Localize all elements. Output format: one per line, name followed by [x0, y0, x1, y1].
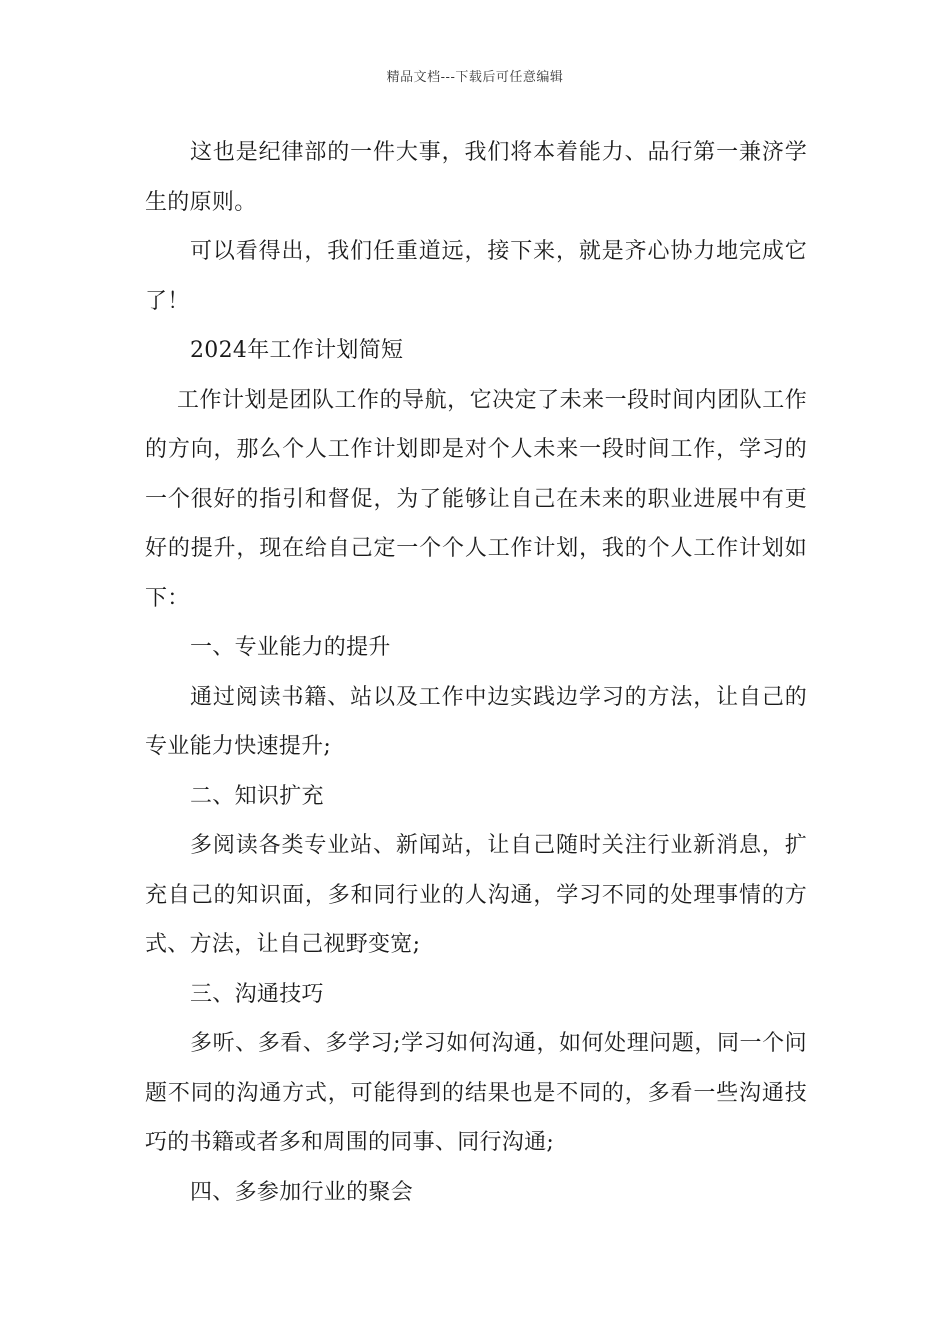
- paragraph-1: 这也是纪律部的一件大事，我们将本着能力、品行第一兼济学生的原则。: [145, 140, 807, 215]
- heading-1: 一、专业能力的提升: [190, 635, 391, 660]
- heading-4: 四、多参加行业的聚会: [190, 1179, 414, 1205]
- paragraph-heading-2: 多阅读各类专业站、新闻站，让自己随时关注行业新消息，扩充自己的知识面，多和同行业的人沟通，学习不同的处理事情的方式、方法，让自己视野变宽;: [145, 833, 807, 957]
- document-body: [145, 128, 807, 1217]
- heading-3: 三、沟通技巧: [190, 981, 324, 1007]
- heading-2: 二、知识扩充: [190, 783, 324, 809]
- paragraph-2: 可以看得出，我们任重道远，接下来，就是齐心协力地完成它了！: [145, 239, 807, 314]
- page-header: 精品文档---下载后可任意编辑: [386, 70, 564, 85]
- section-title: 2024年工作计划简短: [190, 338, 404, 363]
- paragraph-heading-1: 通过阅读书籍、站以及工作中边实践边学习的方法，让自己的专业能力快速提升;: [145, 684, 807, 759]
- paragraph-intro: 工作计划是团队工作的导航，它决定了未来一段时间内团队工作的方向，那么个人工作计划即是对个人未来一段时间工作，学习的一个很好的指引和督促，为了能够让自己在未来的职业进展中有更好的提升，现在给自己定一个个人工作计划，我的个人工作计划如下：: [145, 387, 807, 611]
- paragraph-heading-3: 多听、多看、多学习;学习如何沟通，如何处理问题，同一个问题不同的沟通方式，可能得到的结果也是不同的，多看一些沟通技巧的书籍或者多和周围的同事、同行沟通;: [145, 1031, 807, 1155]
